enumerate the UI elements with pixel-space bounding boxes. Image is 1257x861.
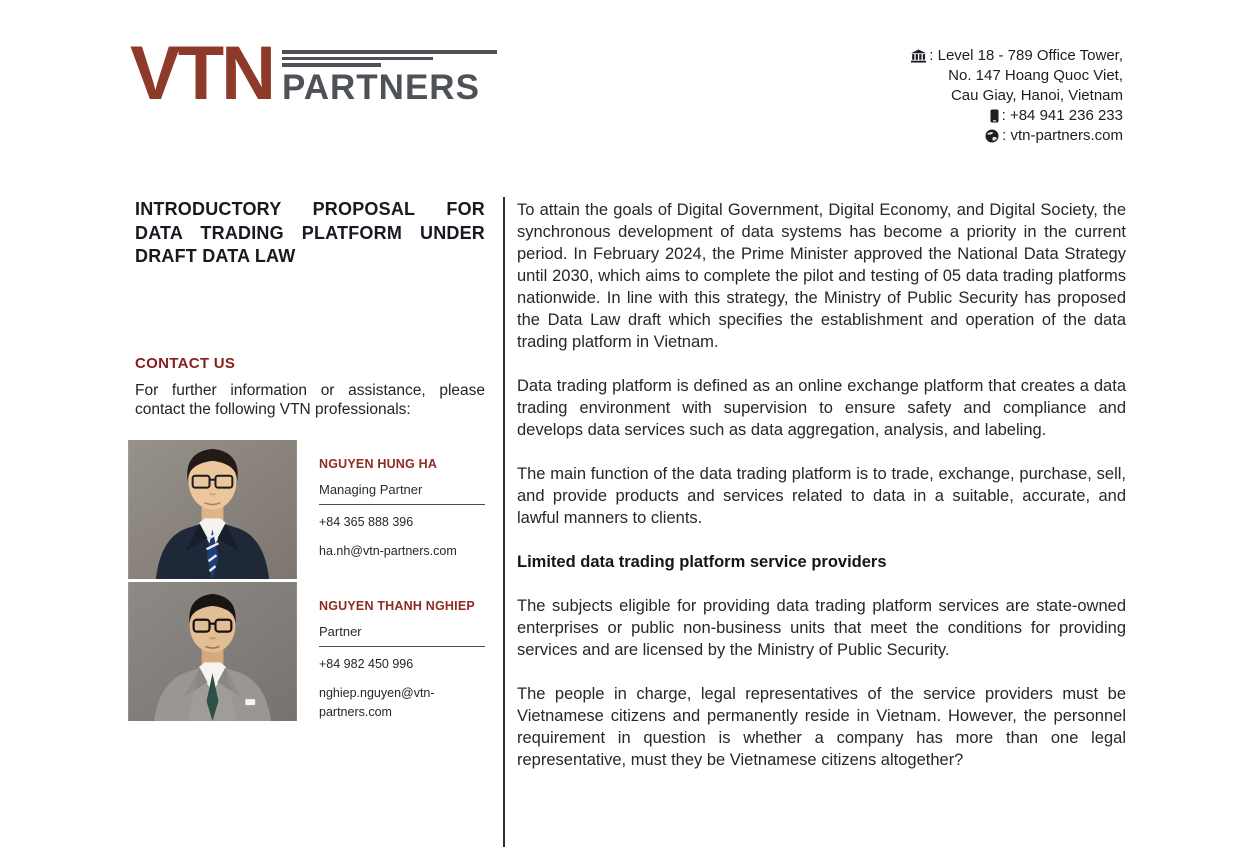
headshot-photo: [127, 582, 298, 721]
contact-us-heading: CONTACT US: [135, 354, 236, 372]
website-line: [911, 126, 1123, 146]
article-paragraph: The subjects eligible for providing data trading platform services are state-owned enterprises or public non-business units that meet the conditions for providing services and are licensed by the Ministry of Public Security.: [517, 597, 1126, 659]
professional-name: NGUYEN THANH NGHIEP: [319, 598, 475, 613]
professional-info: [319, 582, 485, 723]
phone-line: [911, 106, 1123, 126]
professional-card: [127, 582, 485, 723]
article-paragraph: The main function of the data trading platform is to trade, exchange, purchase, sell, and provide products and services related to data in a suitable, accurate, and lawful manners to clients.: [517, 465, 1126, 527]
globe-icon: [985, 129, 999, 143]
logo-bar: [282, 57, 433, 60]
logo-wordmark-vtn: VTN: [130, 31, 273, 116]
logo-bar: [282, 50, 497, 54]
article-paragraph: To attain the goals of Digital Government, Digital Economy, and Digital Society, the synchronous development of data systems has become a priority in the current period. In February 2024, the Prime Minister approved the National Data Strategy until 2030, which aims to complete the pilot and testing of 05 data trading platforms nationwide. In line with this strategy, the Ministry of Public Security has proposed the Data Law draft which specifies the establishment and operation of the data trading platform in Vietnam.: [517, 201, 1126, 351]
article-subheading: Limited data trading platform service providers: [517, 553, 887, 571]
logo-bars-decoration: [282, 50, 497, 67]
firm-contact-block: [911, 46, 1123, 146]
phone-icon: [990, 109, 999, 123]
phone-text: : +84 941 236 233: [1001, 107, 1123, 124]
logo-wordmark-partners-block: [282, 50, 497, 107]
professional-role: Partner: [319, 623, 362, 639]
sidebar-column: [135, 198, 485, 722]
headshot-photo: [127, 440, 298, 579]
vtn-partners-logo: [130, 31, 497, 116]
address-line-text: Cau Giay, Hanoi, Vietnam: [950, 87, 1123, 104]
address-line: [911, 66, 1123, 86]
professional-phone: +84 982 450 996: [319, 656, 414, 671]
professional-role: Managing Partner: [319, 481, 423, 497]
logo-bar: [282, 63, 381, 67]
professional-info: [319, 440, 485, 579]
professional-phone: +84 365 888 396: [319, 514, 414, 529]
role-divider: [319, 504, 485, 505]
logo-wordmark-partners: PARTNERS: [282, 67, 480, 107]
article-paragraph: Data trading platform is defined as an online exchange platform that creates a data trading environment with supervision to ensure safety and compliance and develops data services such as data aggregation, analysis, and labeling.: [517, 377, 1126, 439]
professional-card: [127, 440, 485, 579]
column-divider: [503, 197, 505, 847]
professional-email: nghiep.nguyen@vtn-partners.com: [319, 685, 435, 719]
address-line: [911, 86, 1123, 106]
website-text: : vtn-partners.com: [1002, 127, 1123, 144]
address-line-text: No. 147 Hoang Quoc Viet,: [948, 67, 1123, 84]
building-icon: [911, 49, 926, 63]
address-line: [911, 46, 1123, 66]
professional-name: NGUYEN HUNG HA: [319, 456, 438, 471]
contact-us-intro: For further information or assistance, please contact the following VTN professionals:: [135, 381, 485, 418]
address-line-text: : Level 18 - 789 Office Tower,: [929, 47, 1123, 64]
role-divider: [319, 646, 485, 647]
professional-email: ha.nh@vtn-partners.com: [319, 543, 457, 558]
professionals-list: [127, 440, 485, 723]
article-body: [517, 199, 1126, 793]
article-paragraph: The people in charge, legal representatives of the service providers must be Vietnamese citizens and permanently reside in Vietnam. However, the personnel requirement in question is whether a company has more than one legal representative, must they be Vietnamese citizens altogether?: [517, 685, 1126, 769]
document-title: INTRODUCTORY PROPOSAL FOR DATA TRADING PLATFORM UNDER DRAFT DATA LAW: [135, 199, 485, 266]
